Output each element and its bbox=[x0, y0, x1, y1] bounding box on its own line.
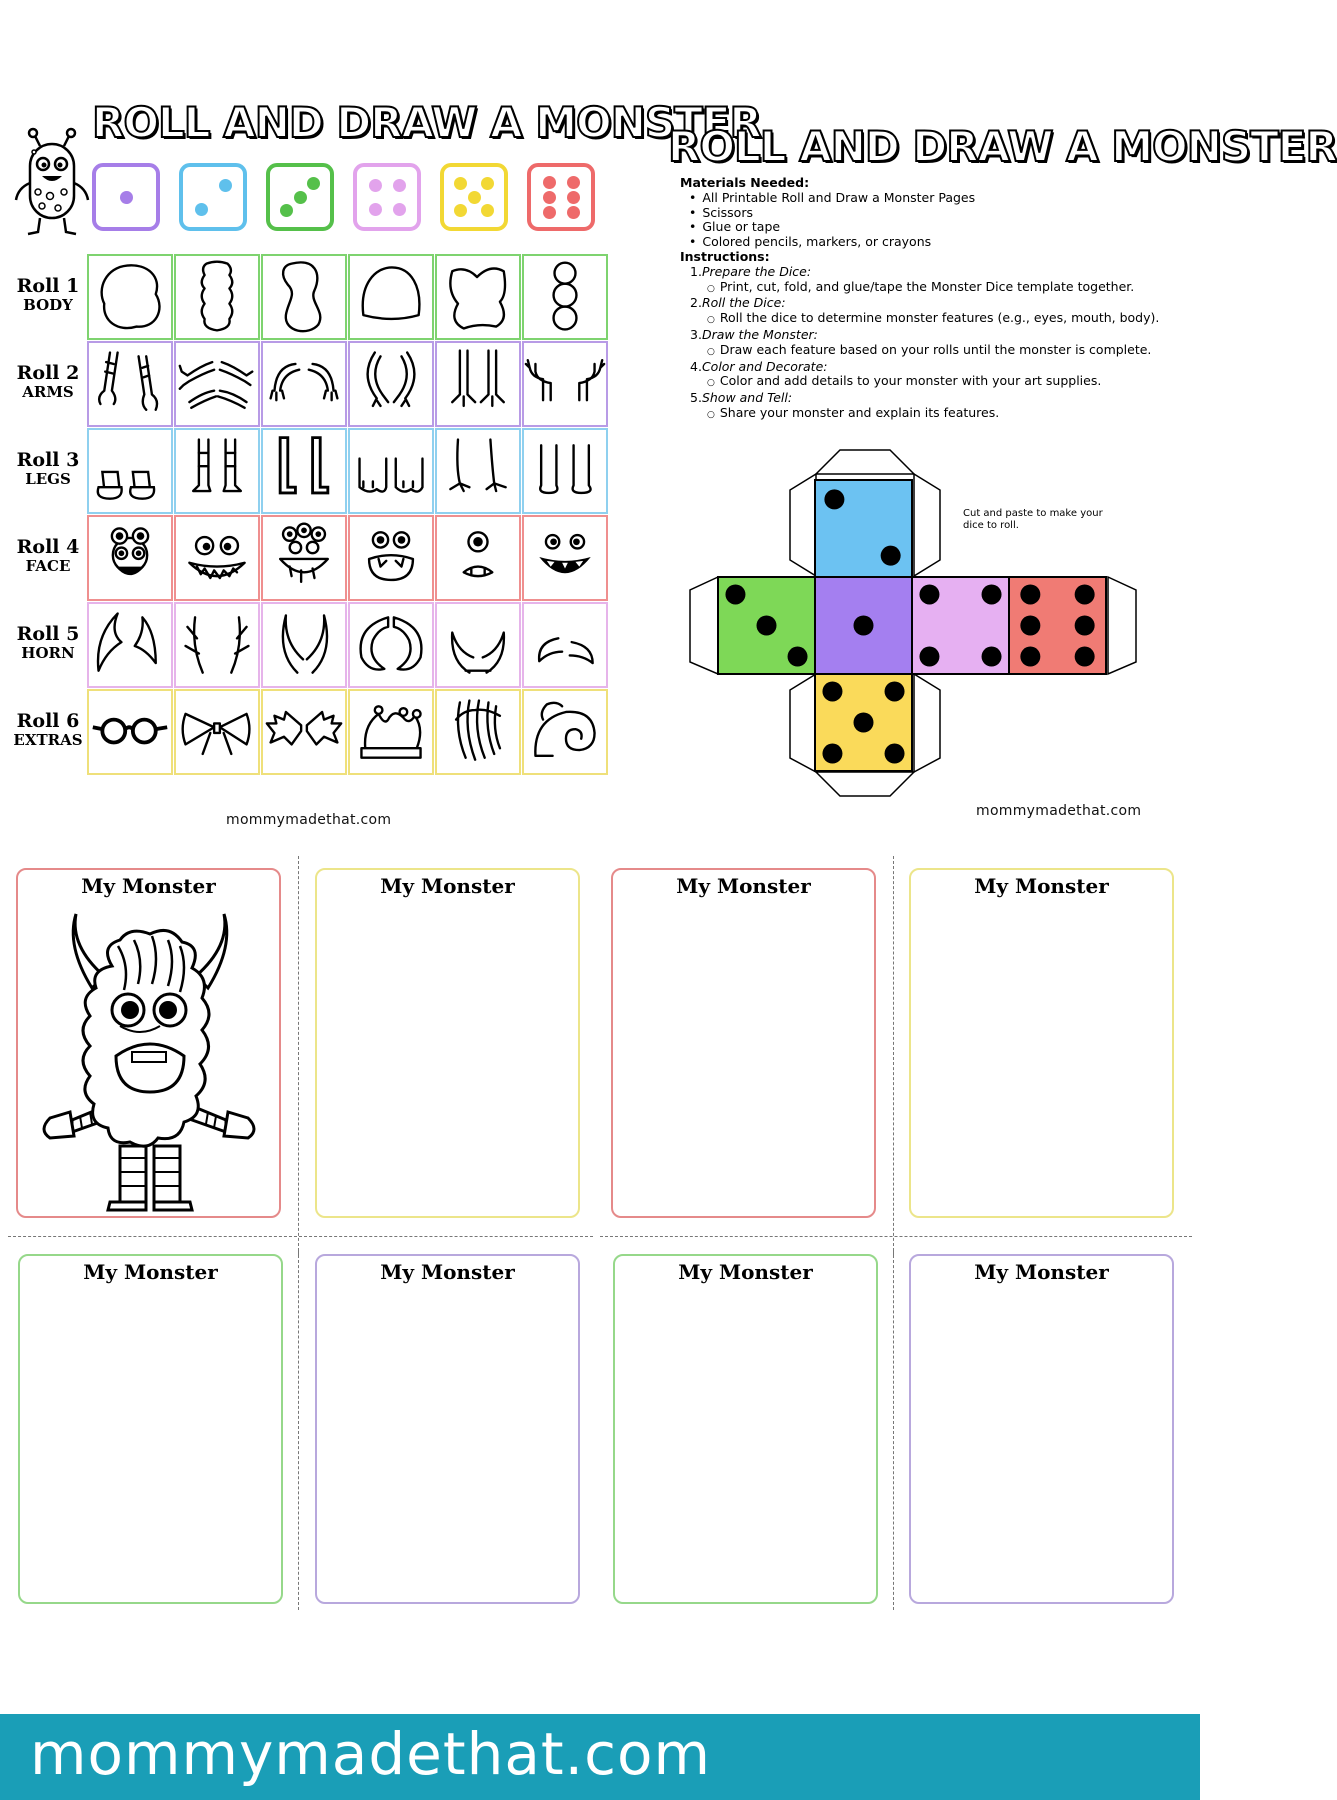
dice-net-pip bbox=[1020, 647, 1040, 667]
dice-net-pip bbox=[881, 546, 901, 566]
instructions-credit: mommymadethat.com bbox=[976, 803, 1142, 819]
cut-line-vertical-4 bbox=[893, 1250, 894, 1610]
monster-card-caption: My Monster bbox=[81, 874, 216, 898]
dice-net-pip bbox=[788, 647, 808, 667]
row-roll-label: Roll 3 bbox=[16, 449, 80, 471]
dice-net-pip bbox=[982, 584, 1002, 604]
row-feature-name: BODY bbox=[23, 295, 73, 314]
dice-net-flap bbox=[790, 474, 816, 576]
instructions-heading: Instructions: bbox=[680, 248, 770, 264]
dice-net-flap bbox=[690, 577, 718, 674]
monster-card-1 bbox=[16, 868, 281, 1218]
step-heading: Draw the Monster: bbox=[701, 326, 818, 342]
row-roll-label: Roll 4 bbox=[16, 536, 80, 558]
step-heading: Color and Decorate: bbox=[701, 358, 828, 374]
dice-net-pip bbox=[919, 647, 939, 667]
example-monster-icon bbox=[20, 906, 278, 1220]
sheet-credit: mommymadethat.com bbox=[226, 812, 392, 828]
monster-card-caption: My Monster bbox=[380, 874, 515, 898]
dice-net-pip bbox=[1075, 616, 1095, 636]
dice-net-pip bbox=[822, 681, 842, 701]
dice-net-pip bbox=[1020, 616, 1040, 636]
monster-card-2 bbox=[315, 868, 580, 1218]
dice-net-pip bbox=[919, 584, 939, 604]
monster-card-caption: My Monster bbox=[380, 1260, 515, 1284]
materials-item: • Glue or tape bbox=[680, 220, 1180, 235]
footer-banner bbox=[0, 1714, 1200, 1800]
dice-net-flap bbox=[914, 474, 940, 576]
monster-card-5 bbox=[18, 1254, 283, 1604]
dice-net-pip bbox=[885, 744, 905, 764]
dice-net-pip bbox=[757, 616, 777, 636]
step-detail: ○ Draw each feature based on your rolls until the monster is complete. bbox=[680, 343, 1180, 360]
row-feature-name: FACE bbox=[25, 556, 71, 575]
step-number: 3. bbox=[690, 326, 702, 342]
step-heading: Show and Tell: bbox=[701, 390, 793, 406]
dice-net bbox=[0, 0, 1200, 840]
monster-card-caption: My Monster bbox=[678, 1260, 813, 1284]
dice-net-pip bbox=[822, 744, 842, 764]
row-feature-name: EXTRAS bbox=[13, 730, 83, 749]
materials-item: • All Printable Roll and Draw a Monster Pages bbox=[680, 191, 1180, 206]
cut-line-vertical-1 bbox=[298, 856, 299, 1256]
step-number: 1. bbox=[690, 263, 702, 279]
monster-card-caption: My Monster bbox=[974, 1260, 1109, 1284]
step-number: 5. bbox=[690, 390, 702, 406]
sheet-title: ROLL AND DRAW A MONSTER bbox=[92, 98, 761, 147]
cut-line-vertical-2 bbox=[893, 856, 894, 1256]
row-roll-label: Roll 6 bbox=[16, 710, 80, 732]
monster-card-6 bbox=[315, 1254, 580, 1604]
dice-net-flap bbox=[816, 450, 914, 474]
dice-net-pip bbox=[725, 584, 745, 604]
monster-card-4 bbox=[909, 868, 1174, 1218]
dice-net-pip bbox=[854, 616, 874, 636]
monster-card-8 bbox=[909, 1254, 1174, 1604]
step-number: 2. bbox=[690, 295, 702, 311]
dice-net-pip bbox=[982, 647, 1002, 667]
row-roll-label: Roll 2 bbox=[16, 362, 80, 384]
cut-line-vertical-3 bbox=[298, 1250, 299, 1610]
step-detail: ○ Roll the dice to determine monster features (e.g., eyes, mouth, body). bbox=[680, 311, 1180, 328]
step-number: 4. bbox=[690, 358, 702, 374]
dice-net-flap bbox=[816, 772, 914, 796]
dice-net-pip bbox=[824, 489, 844, 509]
row-feature-name: LEGS bbox=[25, 469, 71, 488]
monster-card-caption: My Monster bbox=[974, 874, 1109, 898]
monster-card-7 bbox=[613, 1254, 878, 1604]
step-detail: ○ Print, cut, fold, and glue/tape the Monster Dice template together. bbox=[680, 280, 1180, 297]
monster-card-caption: My Monster bbox=[83, 1260, 218, 1284]
step-detail: ○ Share your monster and explain its features. bbox=[680, 406, 1180, 423]
step-detail: ○ Color and add details to your monster with your art supplies. bbox=[680, 374, 1180, 391]
materials-item: • Scissors bbox=[680, 206, 1180, 221]
row-feature-name: HORN bbox=[21, 643, 75, 662]
dice-net-flap bbox=[790, 674, 816, 772]
dice-net-pip bbox=[1075, 647, 1095, 667]
dice-net-pip bbox=[1020, 584, 1040, 604]
step-heading: Prepare the Dice: bbox=[701, 263, 812, 279]
cut-line-horizontal-1 bbox=[8, 1236, 593, 1237]
dice-net-flap bbox=[1108, 577, 1136, 674]
cut-line-horizontal-2 bbox=[600, 1236, 1192, 1237]
materials-heading: Materials Needed: bbox=[680, 175, 810, 190]
dice-net-flap bbox=[914, 674, 940, 772]
footer-site-name: mommymadethat.com bbox=[30, 1720, 711, 1788]
row-roll-label: Roll 5 bbox=[16, 623, 80, 645]
materials-item: • Colored pencils, markers, or crayons bbox=[680, 235, 1180, 250]
step-heading: Roll the Dice: bbox=[701, 295, 786, 311]
monster-card-caption: My Monster bbox=[676, 874, 811, 898]
dice-net-pip bbox=[885, 681, 905, 701]
monster-card-3 bbox=[611, 868, 876, 1218]
cut-note: Cut and paste to make your dice to roll. bbox=[963, 508, 1103, 531]
dice-net-pip bbox=[854, 713, 874, 733]
instructions-title: ROLL AND DRAW A MONSTER bbox=[668, 122, 1337, 171]
row-roll-label: Roll 1 bbox=[16, 275, 80, 297]
row-feature-name: ARMS bbox=[22, 382, 74, 401]
dice-net-pip bbox=[1075, 584, 1095, 604]
